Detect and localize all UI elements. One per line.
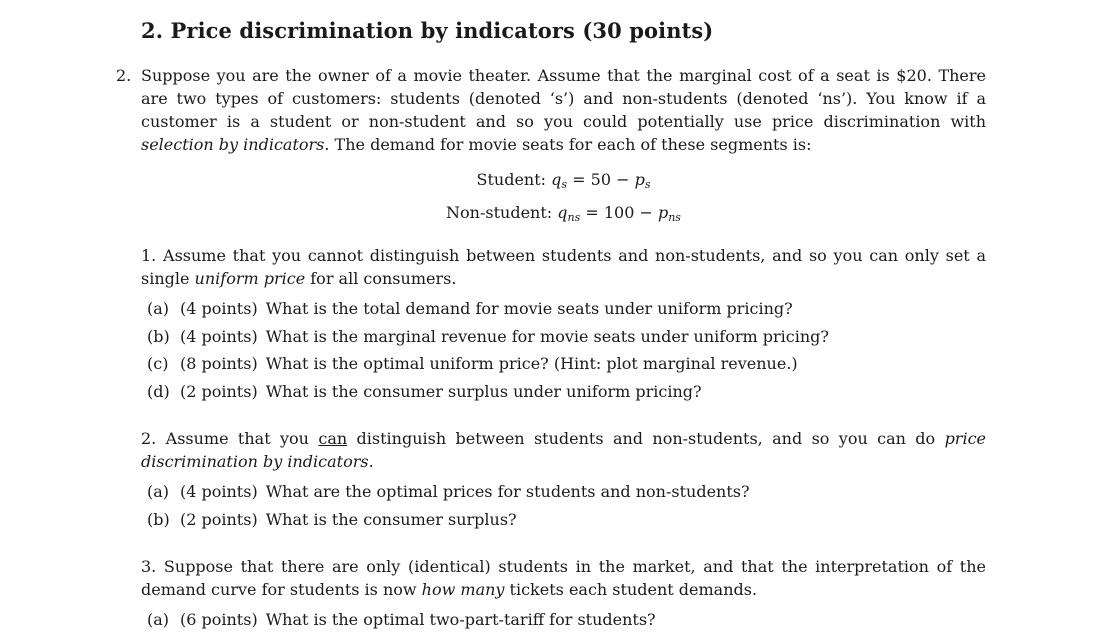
part-1 <box>141 244 986 405</box>
question-letter: (d) <box>147 381 170 401</box>
question-text: What are the optimal prices for students and non-students? <box>265 482 750 501</box>
section-title: 2. Price discrimination by indicators (30 points) <box>141 18 714 43</box>
question-item <box>147 478 986 506</box>
question-item <box>147 506 986 534</box>
question-letter: (b) <box>147 509 170 529</box>
question-list <box>147 295 986 405</box>
problem-statement <box>141 64 986 156</box>
question-text: What is the marginal revenue for movie seats under uniform pricing? <box>265 326 829 346</box>
equation-quantity: q <box>551 170 562 189</box>
question-text: What is the consumer surplus under uniform pricing? <box>265 381 702 401</box>
part-emphasis: price discrimination by indicators <box>141 429 986 471</box>
problem-emphasis-term: selection by indicators <box>141 135 325 154</box>
question-letter: (a) <box>147 299 170 318</box>
question-item <box>147 606 986 634</box>
question-points: (2 points) <box>180 509 258 529</box>
problem-number: 2. <box>116 66 132 85</box>
part-intro-text: Assume that you cannot distinguish between students and non-students, and so you can only set a single <box>141 246 987 288</box>
equation-price: p <box>634 170 645 189</box>
problem-text-part: . The demand for movie seats for each of these segments is: <box>324 135 812 154</box>
equation-label: Student: <box>476 170 547 189</box>
part-number: 1. <box>141 246 157 265</box>
equation-constant: = 100 − <box>585 203 653 222</box>
question-item <box>147 295 986 323</box>
part-intro-text: . <box>368 452 374 471</box>
question-points: (2 points) <box>180 381 258 401</box>
equation-student <box>141 166 986 199</box>
question-item <box>147 323 986 351</box>
question-letter: (a) <box>147 482 170 501</box>
question-text: What is the total demand for movie seats under uniform pricing? <box>265 299 793 318</box>
part-intro-text: for all consumers. <box>305 269 457 288</box>
question-points: (4 points) <box>180 482 258 501</box>
part-intro <box>141 427 986 473</box>
question-list <box>147 478 986 533</box>
part-underline: can <box>318 429 348 448</box>
part-intro-text: Assume that you <box>165 429 319 448</box>
problem-text-part: Suppose you are the owner of a movie theater. Assume that the marginal cost of a seat is $20. There are two types of customers: students (denoted ‘s’) and non-students (denoted ‘ns’). You know if a customer is a student or non-student and so you could potentially use price discrimination with <box>141 66 986 131</box>
question-list <box>147 606 986 634</box>
equation-subscript: s <box>644 178 651 191</box>
part-number: 3. <box>141 557 157 576</box>
question-item <box>147 378 986 406</box>
part-intro <box>141 244 986 290</box>
part-emphasis: how many <box>421 580 505 599</box>
part-3 <box>141 555 986 634</box>
equation-subscript: ns <box>567 211 581 224</box>
part-intro-text: tickets each student demands. <box>504 580 758 599</box>
demand-equations <box>141 166 986 232</box>
part-2 <box>141 427 986 533</box>
equation-price: p <box>657 203 669 222</box>
equation-label: Non-student: <box>446 203 553 222</box>
question-points: (4 points) <box>180 326 258 346</box>
equation-subscript: s <box>561 178 568 191</box>
equation-quantity: q <box>557 203 568 222</box>
problem-2 <box>116 64 986 634</box>
question-letter: (c) <box>147 354 169 373</box>
equation-subscript: ns <box>668 211 681 224</box>
question-item <box>147 350 986 378</box>
question-letter: (b) <box>147 326 170 346</box>
equation-non-student <box>141 199 986 232</box>
part-intro-text: Suppose that there are only (identical) students in the market, and that the interpretation of the demand curve for students is now <box>141 557 987 599</box>
part-number: 2. <box>141 429 157 448</box>
part-intro-text: distinguish between students and non-students, and so you can do <box>347 429 945 448</box>
question-points: (8 points) <box>180 354 258 373</box>
question-points: (6 points) <box>180 610 258 629</box>
question-letter: (a) <box>147 610 170 629</box>
equation-constant: = 50 − <box>572 170 630 189</box>
question-points: (4 points) <box>180 299 258 318</box>
question-text: What is the optimal uniform price? (Hint: plot marginal revenue.) <box>265 354 798 373</box>
part-intro <box>141 555 986 601</box>
part-emphasis: uniform price <box>194 269 306 288</box>
question-text: What is the optimal two-part-tariff for students? <box>265 610 656 629</box>
question-text: What is the consumer surplus? <box>265 509 517 529</box>
